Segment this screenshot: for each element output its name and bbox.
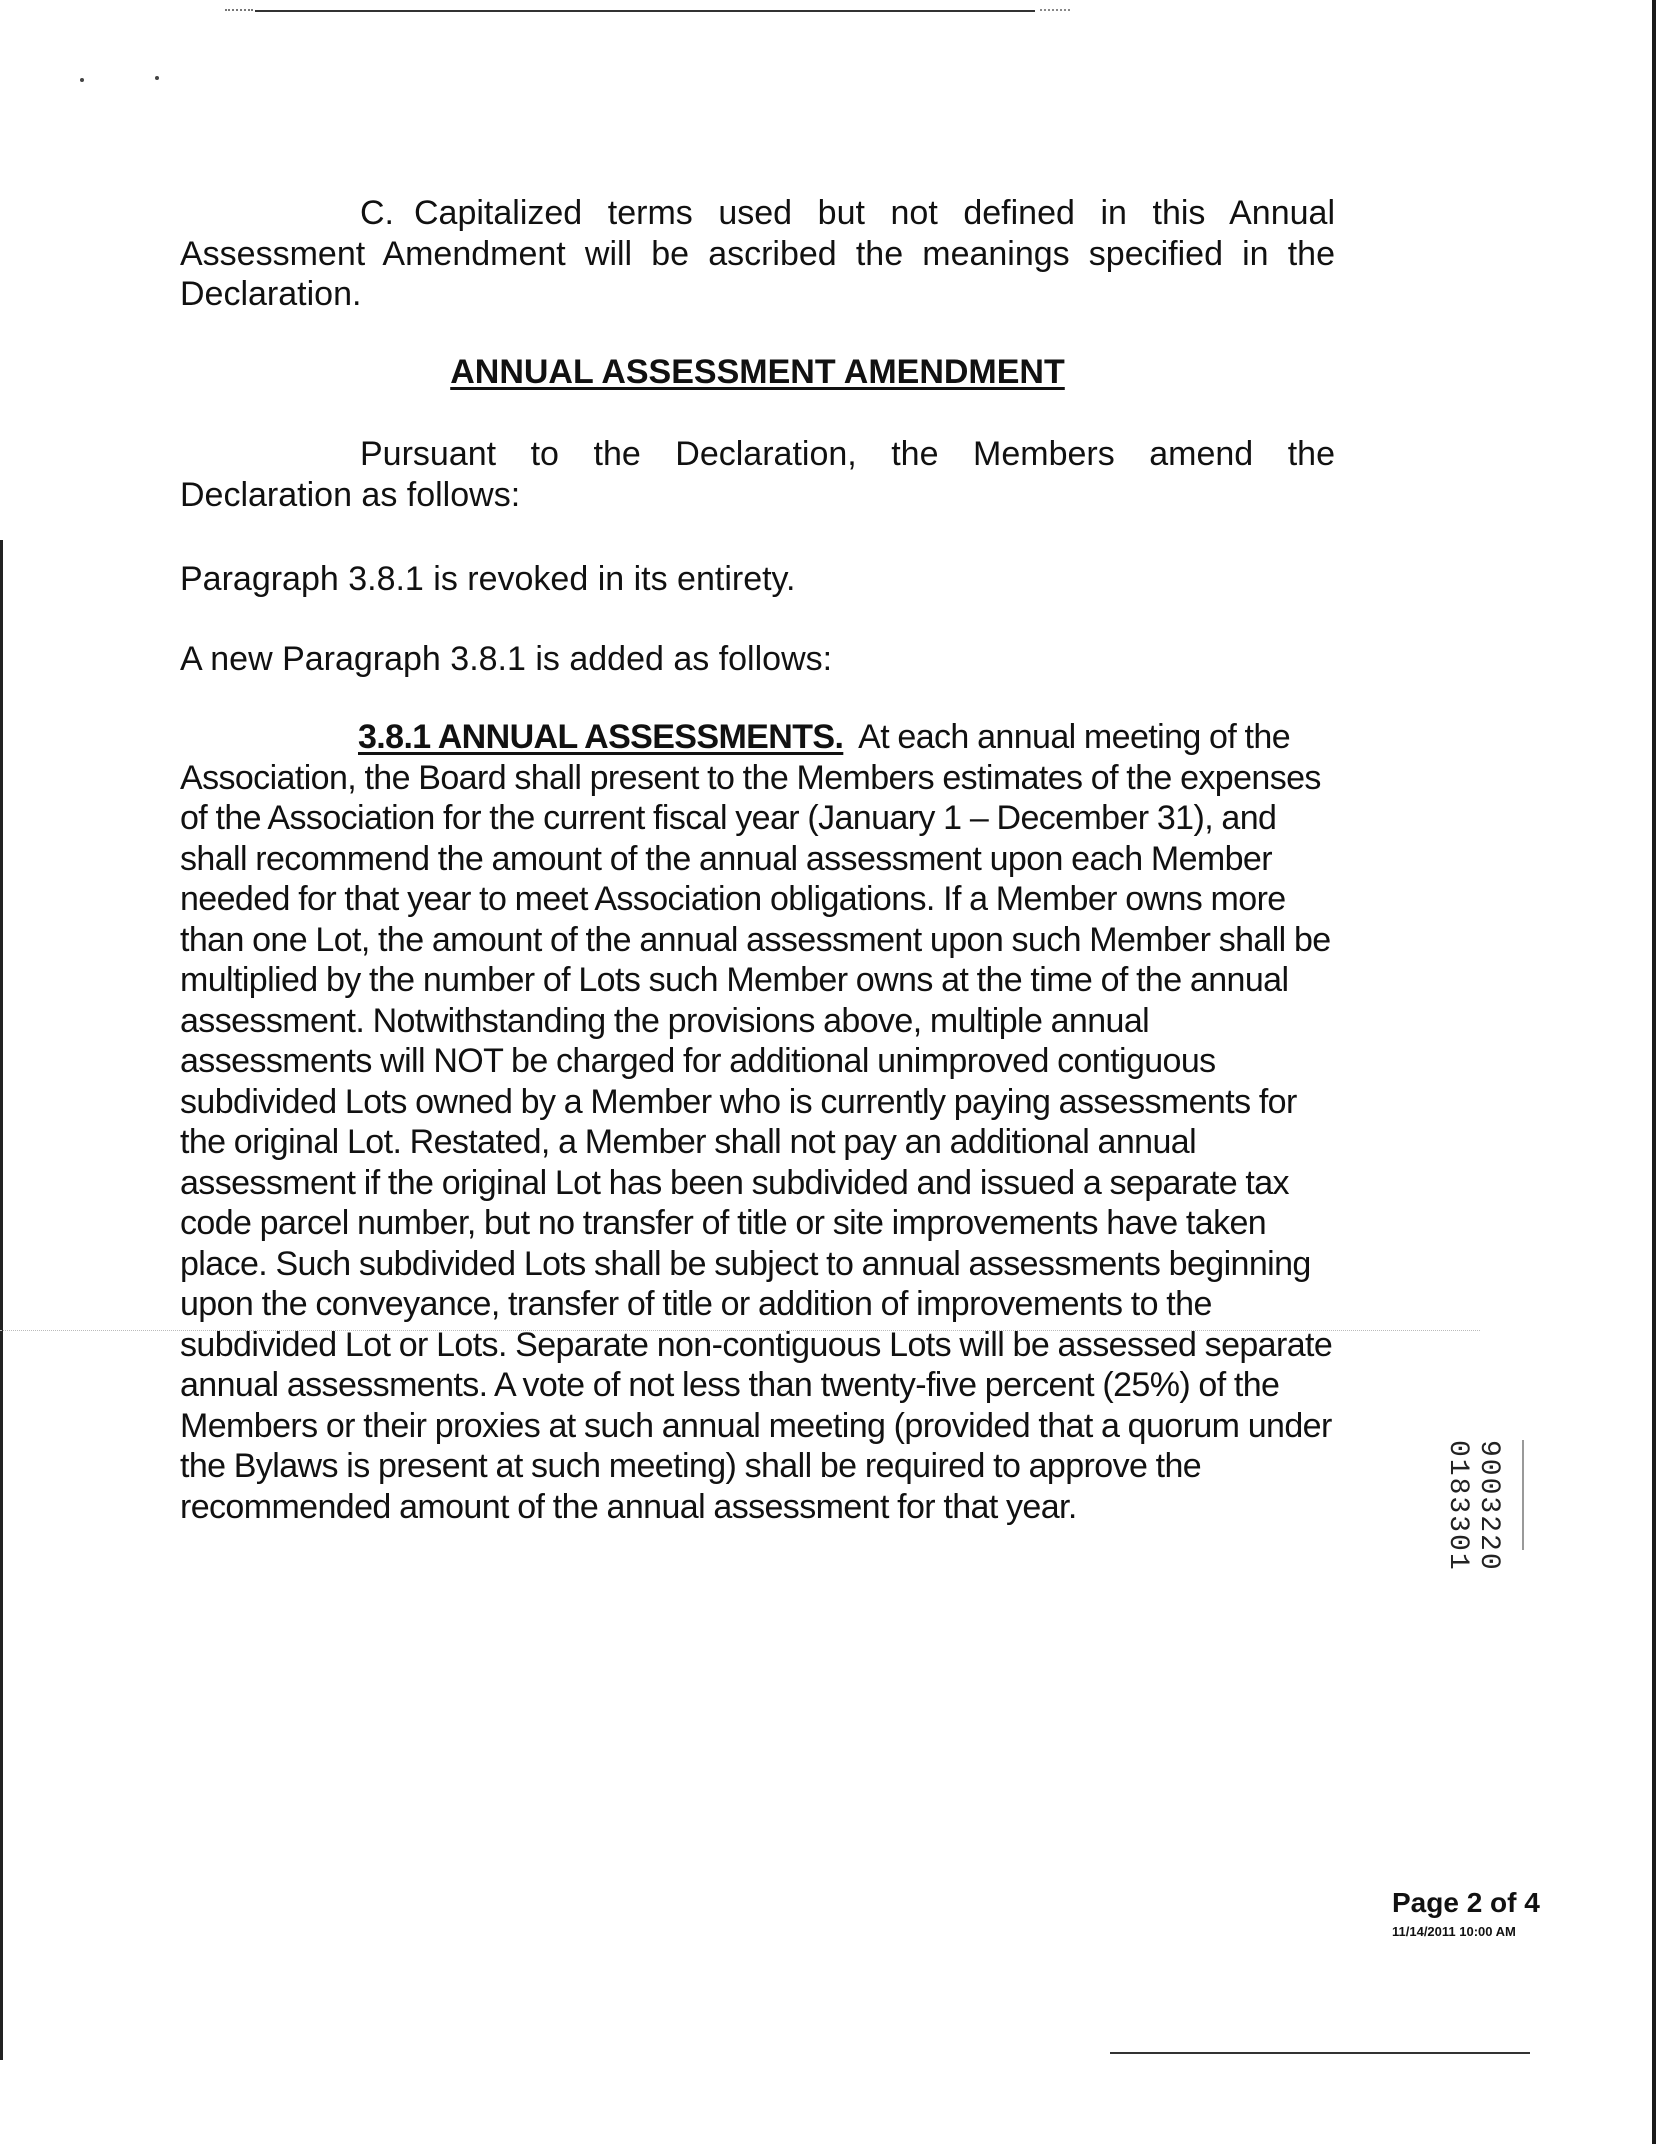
scan-artifact-dots (225, 9, 253, 13)
scan-artifact-bottom-line (1110, 2052, 1530, 2054)
revoked-paragraph: Paragraph 3.8.1 is revoked in its entirety. (180, 560, 796, 598)
new-paragraph-line: A new Paragraph 3.8.1 is added as follows: (180, 640, 833, 678)
pursuant-paragraph (180, 434, 1335, 515)
paragraph-c-label: C. (360, 194, 394, 232)
section-3-8-1-heading: 3.8.1 ANNUAL ASSESSMENTS. (358, 718, 844, 756)
scan-artifact-tick (1522, 1440, 1524, 1550)
section-3-8-1 (180, 717, 1340, 1527)
paragraph-c-text: Capitalized terms used but not defined in this Annual Assessment Amendment will be ascribed the meanings specified in the Declaration. (180, 194, 1335, 313)
scan-artifact-dots (1040, 9, 1070, 13)
section-title: ANNUAL ASSESSMENT AMENDMENT (450, 353, 1065, 391)
page-number: Page 2 of 4 (1392, 1887, 1540, 1918)
scan-artifact-top-line (255, 10, 1035, 12)
scan-artifact-speck (155, 76, 159, 80)
page-timestamp: 11/14/2011 10:00 AM (1392, 1924, 1516, 1939)
section-3-8-1-body: At each annual meeting of the Association, the Board shall present to the Members estimates of the expenses of the Association for the current fiscal year (January 1 – December 31), and shall recommend the amount of the annual assessment upon each Member needed for that year to meet Association obligations. If a Member owns more than one Lot, the amount of the annual assessment upon such Member shall be multiplied by the number of Lots such Member owns at the time of the annual assessment. Notwithstanding the provisions above, multiple annual assessments will NOT be charged for additional unimproved contiguous subdivided Lots owned by a Member who is currently paying assessments for the original Lot. Restated, a Member shall not pay an additional annual assessment if the original Lot has been subdivided and issued a separate tax code parcel number, but no transfer of title or site improvements have taken place. Such subdivided Lots shall be subject to annual assessments beginning upon the conveyance, transfer of title or addition of improvements to the subdivided Lot or Lots. Separate non-contiguous Lots will be assessed separate annual assessments. A vote of not less than twenty-five percent (25%) of the Members or their proxies at such annual meeting (provided that a quorum under the Bylaws is present at such meeting) shall be required to approve the recommended amount of the annual assessment for that year. (180, 718, 1333, 1526)
scan-artifact-left-edge (0, 540, 3, 2060)
pursuant-text: Pursuant to the Declaration, the Members amend the Declaration as follows: (180, 435, 1335, 514)
recording-stamp: 9003220 0183301 (1442, 1440, 1504, 1572)
scan-artifact-right-edge (1652, 0, 1656, 2144)
paragraph-c (180, 193, 1335, 315)
scan-artifact-speck (80, 78, 84, 82)
